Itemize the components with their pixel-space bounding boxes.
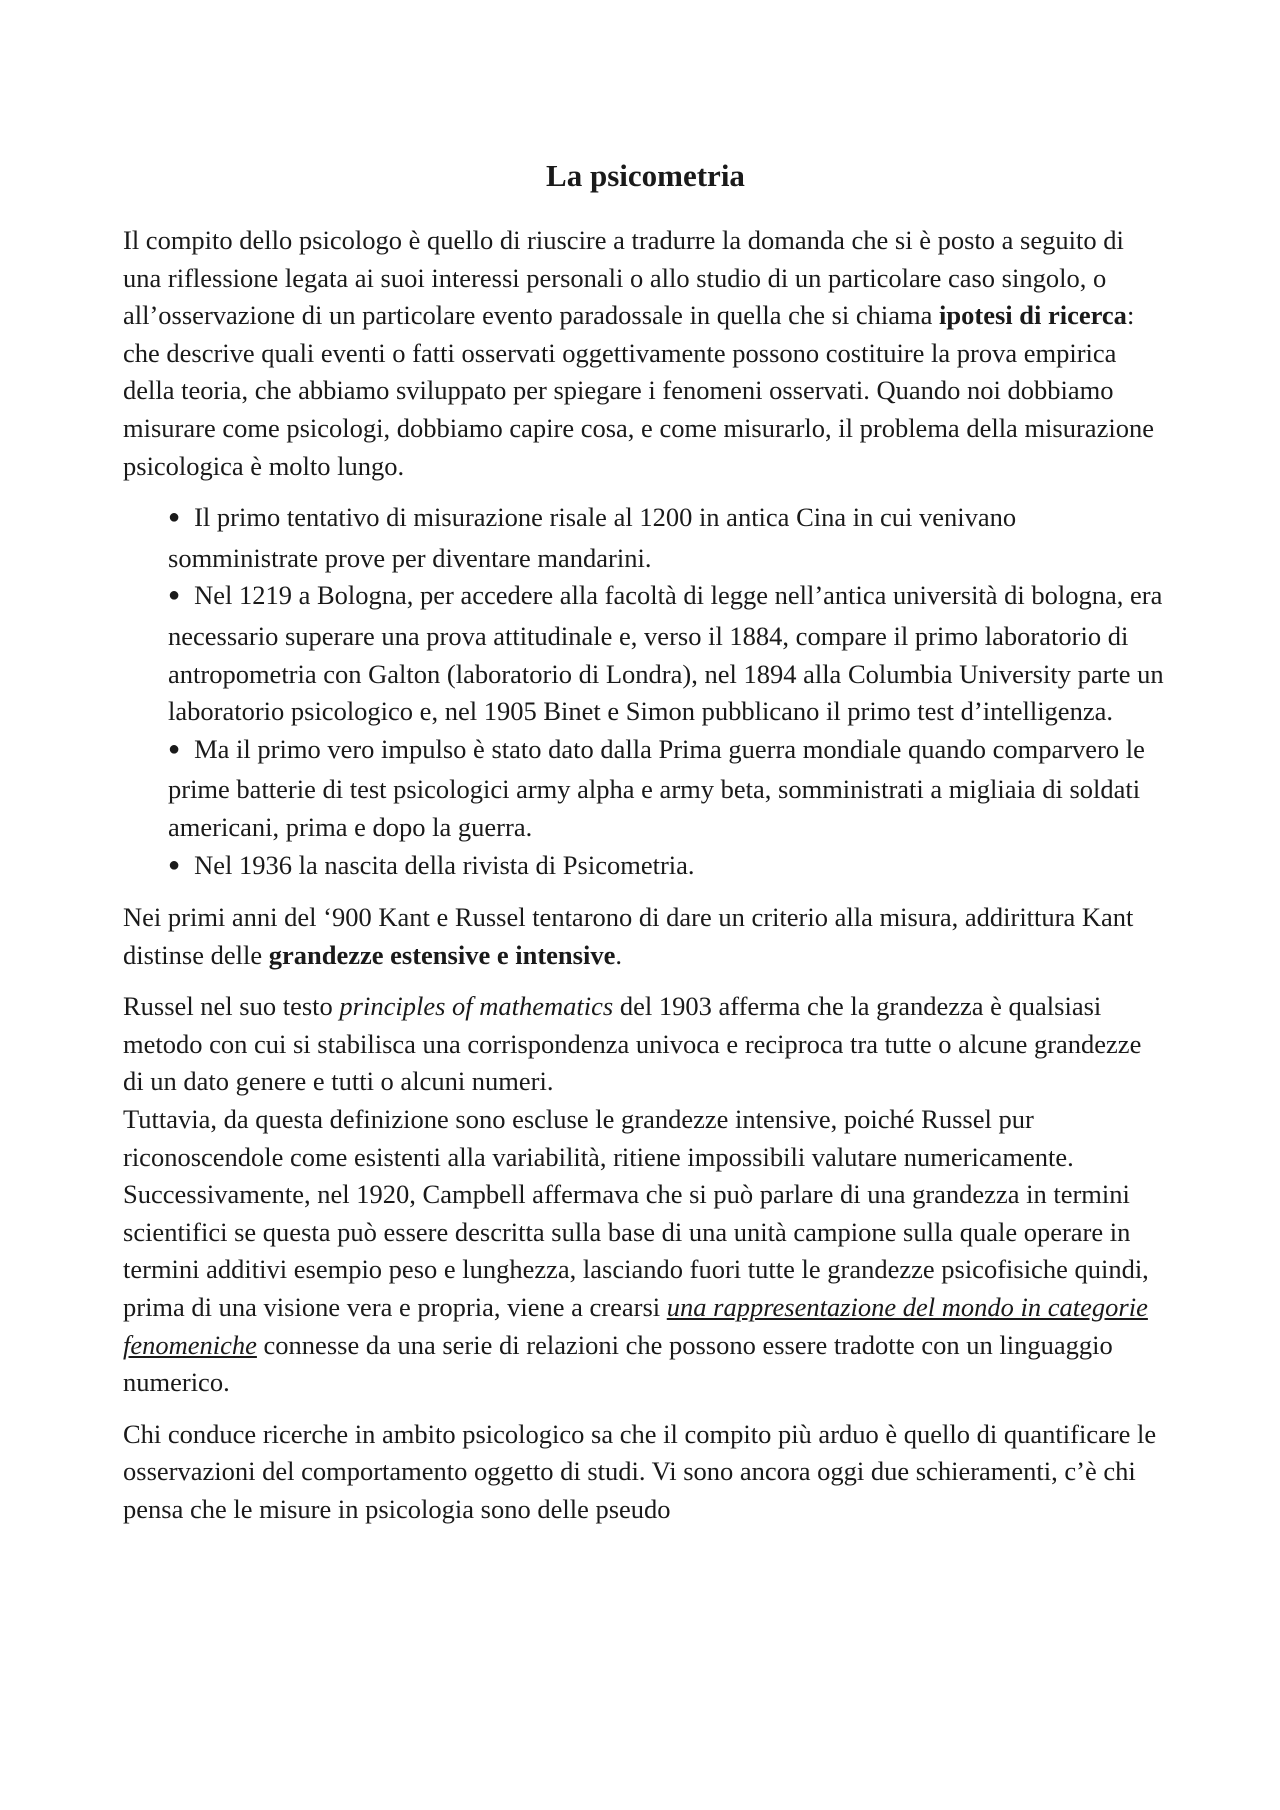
list-item-text: Il primo tentativo di misurazione risale al 1200 in antica Cina in cui venivano somministrate prove per diventare mandarini. [168,502,1017,573]
paragraph-campbell-rest: connesse da una serie di relazioni che possono essere tradotte con un linguaggio numerico. [123,1329,1113,1398]
document-page [123,150,1168,1543]
bullet-icon: ● [168,853,181,876]
list-item [123,499,1168,577]
paragraph-kant-russel-text: Nei primi anni del ‘900 Kant e Russel tentarono di dare un criterio alla misura, addirittura Kant distinse delle [123,902,1134,970]
paragraph-russel-text: Russel nel suo testo [123,991,340,1022]
paragraph-campbell [123,1101,1168,1402]
paragraph-kant-russel-rest: . [615,939,622,970]
list-item-text: Ma il primo vero impulso è stato dato dalla Prima guerra mondiale quando comparvero le prime batterie di test psicologici army alpha e army beta, somministrati a migliaia di soldati americani, prima e dopo la guerra. [168,733,1145,842]
history-bullet-list [123,499,1168,887]
bullet-icon: ● [168,506,181,529]
paragraph-intro-text: Il compito dello psicologo è quello di riuscire a tradurre la domanda che si è posto a seguito di una riflessione legata ai suoi interessi personali o allo studio di un particolare caso singolo, o all’osservazione di un particolare evento paradossale in quella che si chiama [123,225,1124,331]
page-title: La psicometria [546,158,745,193]
bullet-icon: ● [168,584,181,607]
paragraph-intro-rest: : che descrive quali eventi o fatti osservati oggettivamente possono costituire la prova empirica della teoria, che abbiamo sviluppato per spiegare i fenomeni osservati. Quando noi dobbiamo misurare come psicologi, dobbiamo capire cosa, e come misurarlo, il problema della misurazione psicologica è molto lungo. [123,300,1154,481]
paragraph-intro [123,222,1168,485]
book-title: principles of mathematics [339,991,614,1022]
paragraph-kant-russel [123,899,1168,974]
bullet-icon: ● [168,737,181,760]
list-item [123,731,1168,847]
term-grandezze: grandezze estensive e intensive [268,939,616,970]
paragraph-research: Chi conduce ricerche in ambito psicologico sa che il compito più arduo è quello di quantificare le osservazioni del comportamento oggetto di studi. Vi sono ancora oggi due schieramenti, c’è chi pensa che le misure in psicologia sono delle pseudo [123,1418,1157,1524]
paragraph-campbell-text: Tuttavia, da questa definizione sono escluse le grandezze intensive, poiché Russel pur riconoscendole come esistenti alla variabilità, ritiene impossibili valutare numericamente. Successivamente, nel 1920, Campbell affermava che si può parlare di una grandezza in termini scientifici se questa può essere descritta sulla base di una unità campione sulla quale operare in termini additivi esempio peso e lunghezza, lasciando fuori tutte le grandezze psicofisiche quindi, prima di una visione vera e propria, viene a crearsi [123,1104,1149,1323]
term-ipotesi-di-ricerca: ipotesi di ricerca [939,300,1127,331]
underlined-phrase: una rappresentazione del mondo in categorie fenomeniche [123,1292,1148,1360]
list-item [123,847,1168,888]
paragraph-russel-rest: del 1903 afferma che la grandezza è qualsiasi metodo con cui si stabilisca una corrispondenza univoca e reciproca tra tutte o alcune grandezze di un dato genere e tutti o alcuni numeri. [123,991,1142,1097]
paragraph-russel [123,988,1168,1101]
list-item-text: Nel 1219 a Bologna, per accedere alla facoltà di legge nell’antica università di bologna, era necessario superare una prova attitudinale e, verso il 1884, compare il primo laboratorio di antropometria con Galton (laboratorio di Londra), nel 1894 alla Columbia University parte un laboratorio psicologico e, nel 1905 Binet e Simon pubblicano il primo test d’intelligenza. [168,580,1164,727]
list-item-text: Nel 1936 la nascita della rivista di Psicometria. [194,849,695,880]
list-item [123,577,1168,730]
